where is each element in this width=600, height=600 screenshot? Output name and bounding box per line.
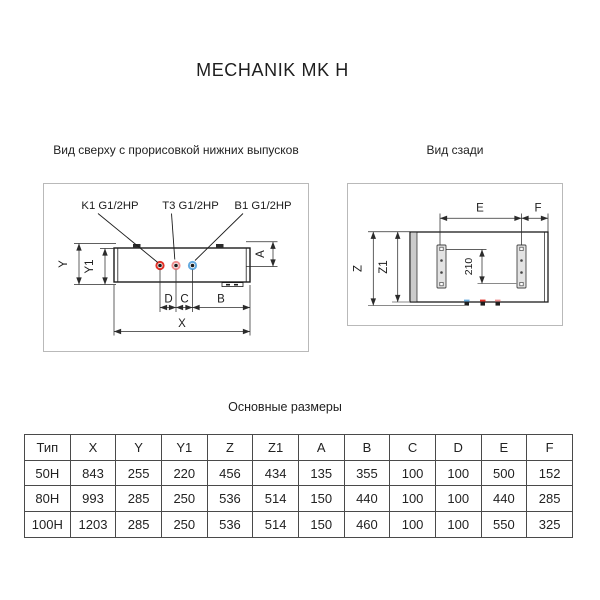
table-cell: 100 [435, 512, 481, 538]
table-cell: 150 [298, 486, 344, 512]
back-outlet-b1-icon [464, 300, 470, 306]
table-cell: 255 [116, 460, 162, 486]
outlet-k1-icon [156, 262, 163, 269]
table-cell: 220 [161, 460, 207, 486]
table-cell: 250 [161, 486, 207, 512]
column-header: F [527, 435, 573, 461]
table-row [25, 486, 573, 512]
table-cell: 250 [161, 512, 207, 538]
dim-label-y1: Y1 [84, 259, 96, 274]
table-cell: 285 [116, 486, 162, 512]
outlet-b1-icon [189, 262, 196, 269]
table-cell: 536 [207, 486, 253, 512]
table-cell: 80H [25, 486, 71, 512]
top-view-diagram [43, 183, 309, 352]
table-cell: 440 [344, 486, 390, 512]
table-row [25, 512, 573, 538]
table-cell: 100 [390, 460, 436, 486]
dim-label-b: B [217, 293, 225, 306]
dim-label-x: X [178, 318, 186, 330]
table-cell: 152 [527, 460, 573, 486]
table-cell: 135 [298, 460, 344, 486]
table-cell: 1203 [70, 512, 116, 538]
table-cell: 456 [207, 460, 253, 486]
mounting-bracket-left [437, 245, 446, 288]
dim-label-y: Y [58, 260, 70, 268]
bottom-plate [222, 283, 243, 287]
dim-label-f: F [534, 202, 542, 215]
column-header: D [435, 435, 481, 461]
table-cell: 993 [70, 486, 116, 512]
tank-back-view [410, 232, 548, 302]
table-cell: 325 [527, 512, 573, 538]
tank-top-view [114, 244, 250, 287]
table-row [25, 460, 573, 486]
table-cell: 100 [390, 512, 436, 538]
table-cell: 514 [253, 512, 299, 538]
back-outlet-t3-icon [495, 300, 501, 306]
column-header: E [481, 435, 527, 461]
table-cell: 434 [253, 460, 299, 486]
column-header: A [298, 435, 344, 461]
column-header: Y1 [161, 435, 207, 461]
dim-label-d: D [164, 293, 173, 306]
back-outlet-k1-icon [480, 300, 486, 306]
table-cell: 355 [344, 460, 390, 486]
table-cell: 500 [481, 460, 527, 486]
table-cell: 50H [25, 460, 71, 486]
table-cell: 285 [527, 486, 573, 512]
back-view-caption: Вид сзади [426, 143, 484, 157]
top-view-caption: Вид сверху с прорисовкой нижних выпусков [53, 143, 299, 157]
dim-label-a: A [255, 250, 267, 258]
mounting-tab [216, 244, 224, 248]
table-cell: 150 [298, 512, 344, 538]
table-cell: 100H [25, 512, 71, 538]
dim-label-210: 210 [463, 257, 475, 276]
column-header: Z1 [253, 435, 299, 461]
dim-label-e: E [476, 202, 484, 215]
column-header: Тип [25, 435, 71, 461]
table-cell: 460 [344, 512, 390, 538]
page-title: MECHANIK MK H [196, 60, 349, 80]
table-cell: 285 [116, 512, 162, 538]
column-header: Z [207, 435, 253, 461]
table-cell: 440 [481, 486, 527, 512]
dimensions-table [24, 434, 573, 538]
table-cell: 536 [207, 512, 253, 538]
table-cell: 100 [435, 460, 481, 486]
column-header: B [344, 435, 390, 461]
dim-label-z: Z [352, 264, 365, 273]
k1-connection-label: K1 G1/2HP [81, 200, 139, 212]
mounting-bracket-right [517, 245, 526, 288]
column-header: X [70, 435, 116, 461]
table-cell: 843 [70, 460, 116, 486]
b1-connection-label: B1 G1/2HP [234, 200, 292, 212]
dim-label-c: C [180, 293, 189, 306]
table-title: Основные размеры [228, 400, 342, 414]
outlet-t3-icon [172, 262, 179, 269]
table-cell: 100 [390, 486, 436, 512]
table-cell: 550 [481, 512, 527, 538]
column-header: C [390, 435, 436, 461]
table-cell: 514 [253, 486, 299, 512]
dim-label-z1: Z1 [378, 260, 390, 274]
back-view-diagram [347, 183, 563, 326]
table-cell: 100 [435, 486, 481, 512]
t3-connection-label: T3 G1/2HP [162, 200, 219, 212]
column-header: Y [116, 435, 162, 461]
